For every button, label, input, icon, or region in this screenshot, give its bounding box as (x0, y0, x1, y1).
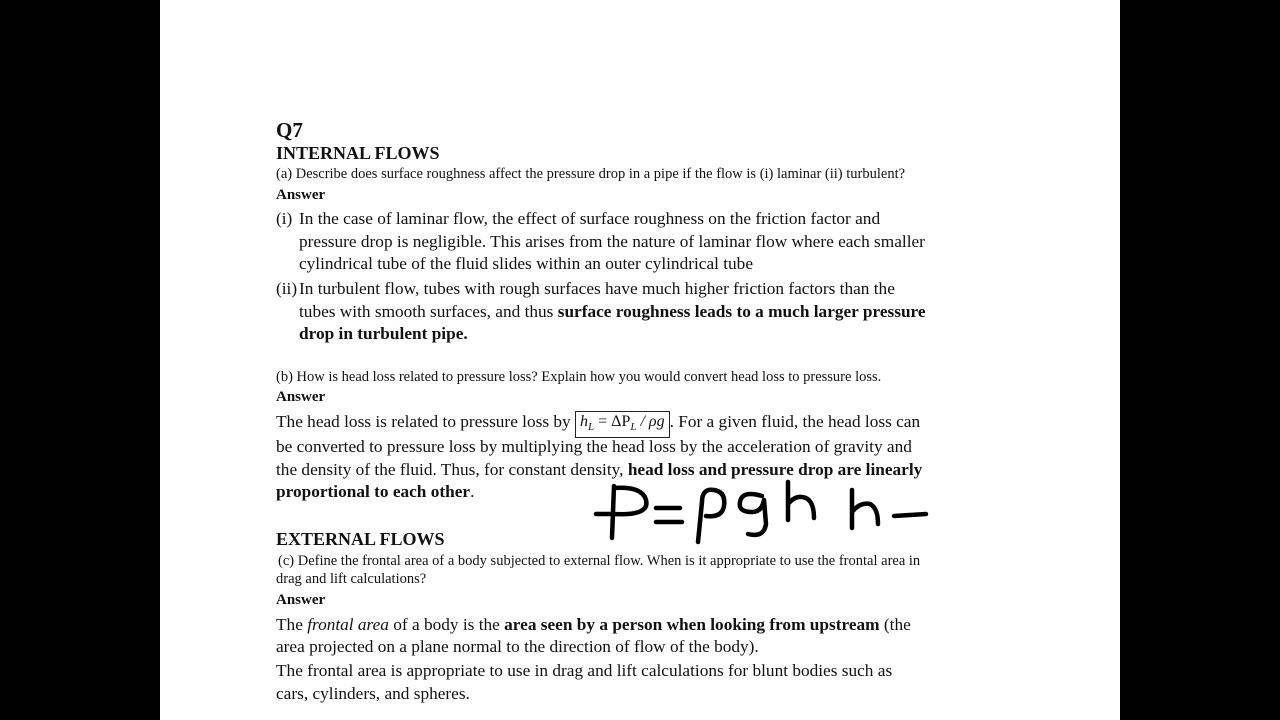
answer-b-line-4: proportional to each other. (276, 482, 475, 501)
item-i-line-2: pressure drop is negligible. This arises from the nature of laminar flow where each smaller (299, 231, 925, 251)
answer-b-line-3: the density of the fluid. Thus, for constant density, head loss and pressure drop are linearly (276, 460, 923, 479)
answer-item-i (276, 208, 1016, 276)
section-heading-internal-flows: INTERNAL FLOWS (276, 143, 440, 163)
answer-c-emphasis: area seen by a person when looking from upstream (504, 615, 880, 634)
question-b: (b) How is head loss related to pressure loss? Explain how you would convert head loss to pressure loss. (276, 369, 882, 385)
question-number: Q7 (276, 118, 303, 142)
hw-stroke-dash (894, 514, 926, 516)
item-ii-emphasis-2: drop in turbulent pipe. (299, 324, 468, 343)
item-i-line-3: cylindrical tube of the fluid slides within an outer cylindrical tube (299, 254, 753, 273)
term-frontal-area: frontal area (307, 615, 389, 634)
question-c-line-1: (c) Define the frontal area of a body subjected to external flow. When is it appropriate to use the frontal area in (278, 553, 921, 569)
head-loss-formula: $h_L = \Delta P_L / \rho g$ (575, 411, 670, 438)
question-c-line-2: drag and lift calculations? (276, 571, 427, 587)
answer-b-emphasis-1: head loss and pressure drop are linearly (627, 460, 923, 479)
answer-label-b: Answer (276, 389, 326, 405)
answer-c-line-2: area projected on a plane normal to the direction of flow of the body). (276, 637, 759, 656)
item-ii-emphasis-1: surface roughness leads to a much larger pressure (557, 301, 926, 321)
answer-c-line-1: The frontal area of a body is the area seen by a person when looking from upstream (the (276, 615, 911, 634)
document-page (160, 0, 1120, 720)
item-marker-i: (i) (276, 209, 293, 228)
item-i-line-1: In the case of laminar flow, the effect of surface roughness on the friction factor and (299, 209, 881, 228)
handwritten-annotation (590, 476, 930, 546)
answer-b-line-2: be converted to pressure loss by multiplying the head loss by the acceleration of gravity and (276, 437, 912, 456)
answer-c-line-3: The frontal area is appropriate to use in drag and lift calculations for blunt bodies such as (276, 661, 893, 680)
question-a: (a) Describe does surface roughness affect the pressure drop in a pipe if the flow is (i) laminar (ii) turbulent? (276, 166, 906, 182)
answer-item-ii (276, 278, 1016, 346)
item-marker-ii: (ii) (276, 279, 298, 298)
answer-b-emphasis-2: proportional to each other (276, 482, 471, 501)
answer-label-a: Answer (276, 187, 326, 203)
hw-stroke-h1 (788, 482, 814, 520)
item-ii-line-2: tubes with smooth surfaces, and thus surface roughness leads to a much larger pressure (299, 301, 926, 321)
answer-label-c: Answer (276, 592, 326, 608)
hw-stroke-equals (656, 508, 682, 522)
answer-b-line-1: The head loss is related to pressure loss by $h_L = \Delta P_L / \rho g$ . For a given fluid, the head loss can (276, 411, 920, 438)
item-ii-line-1: In turbulent flow, tubes with rough surfaces have much higher friction factors than the (299, 279, 895, 298)
answer-c-line-4: cars, cylinders, and spheres. (276, 684, 470, 703)
hw-stroke-P (596, 486, 646, 538)
section-heading-external-flows: EXTERNAL FLOWS (276, 529, 445, 549)
hw-stroke-g (740, 494, 766, 535)
hw-stroke-h2 (852, 490, 878, 528)
hw-stroke-rho (698, 490, 724, 542)
item-ii-line-3 (299, 323, 1016, 346)
